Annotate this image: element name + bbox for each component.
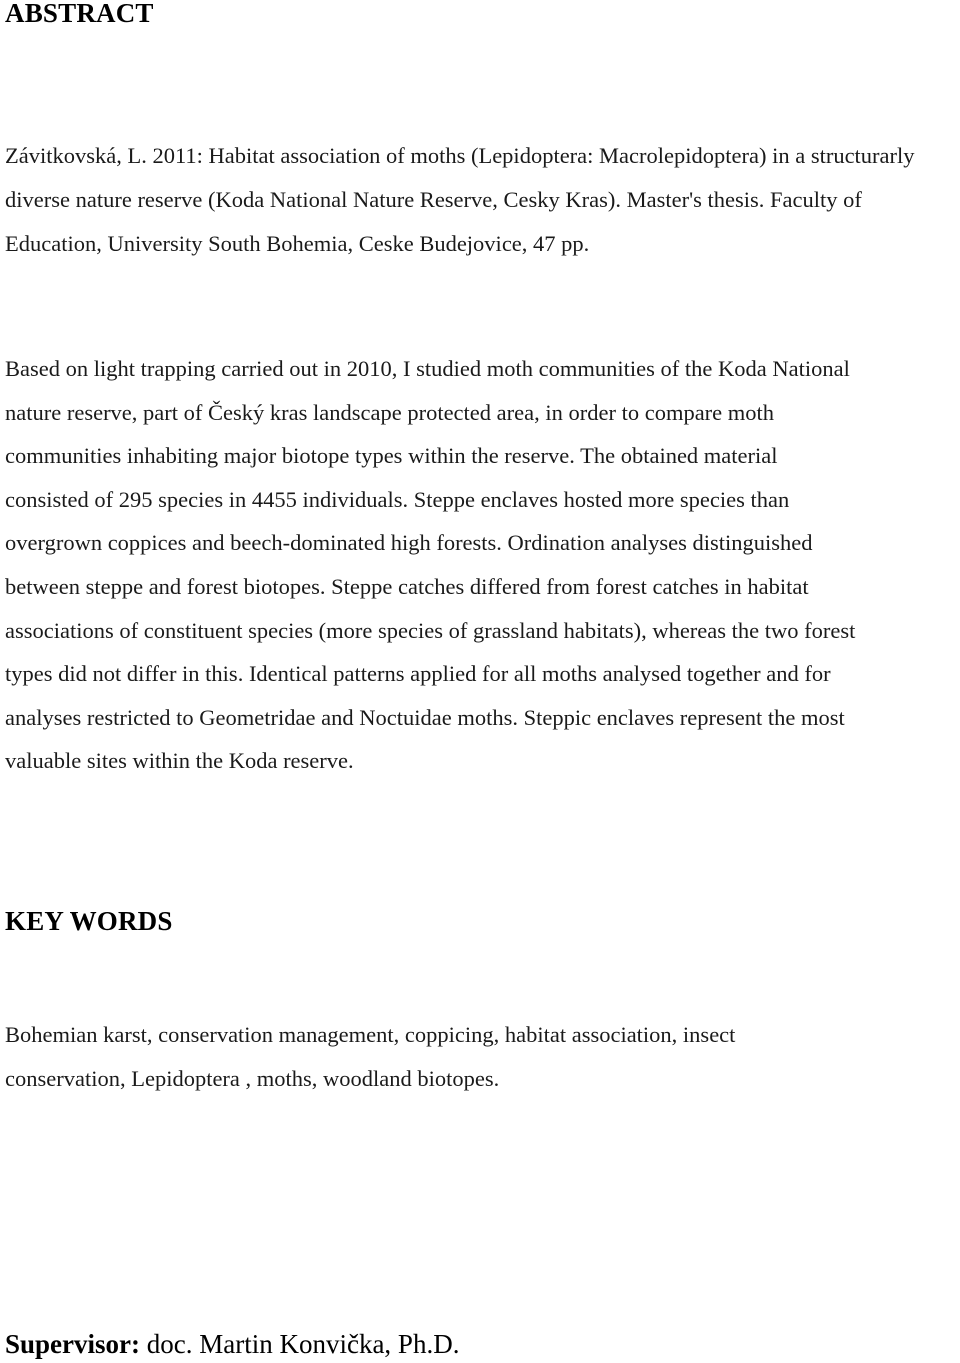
supervisor-name: doc. Martin Konvička, Ph.D. [146,1329,460,1359]
keywords-list: Bohemian karst, conservation management, coppicing, habitat association, insect conservation, Lepidoptera , moths, woodland biotopes. [5,1022,736,1091]
thesis-citation: Závitkovská, L. 2011: Habitat association of moths (Lepidoptera: Macrolepidoptera) in a structurarly diverse nature reserve (Koda National Nature Reserve, Cesky Kras). Master's thesis. Faculty of Education, University South Bohemia, Ceske Budejovice, 47 pp. [5,143,915,256]
supervisor-line [5,1326,459,1362]
abstract-paragraph: Based on light trapping carried out in 2010, I studied moth communities of the Koda National nature reserve, part of Český kras landscape protected area, in order to compare moth communities inhabiting major biotope types within the reserve. The obtained material consisted of 295 species in 4455 individuals. Steppe enclaves hosted more species than overgrown coppices and beech-dominated high forests. Ordination analyses distinguished between steppe and forest biotopes. Steppe catches differed from forest catches in habitat associations of constituent species (more species of grassland habitats), whereas the two forest types did not differ in this. Identical patterns applied for all moths analysed together and for analyses restricted to Geometridae and Noctuidae moths. Steppic enclaves represent the most valuable sites within the Koda reserve. [5,356,856,774]
abstract-heading: ABSTRACT [5,0,154,28]
keywords-heading: KEY WORDS [5,906,173,936]
supervisor-label: Supervisor: [5,1329,140,1359]
